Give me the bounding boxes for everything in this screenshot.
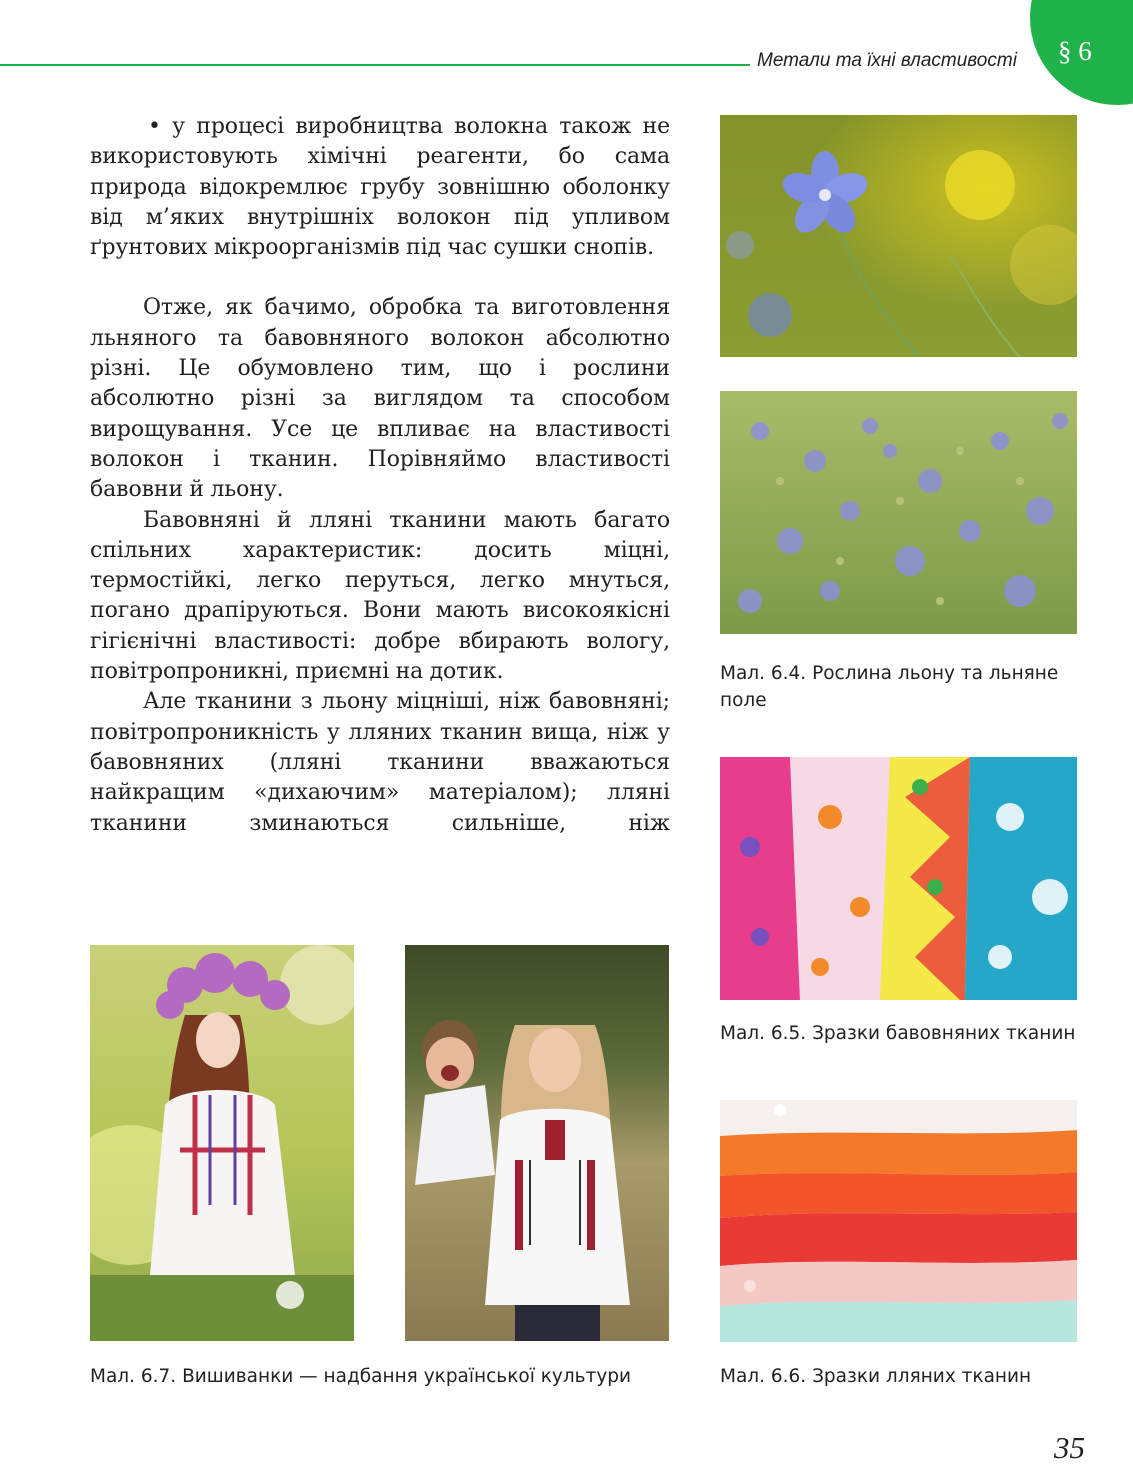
paragraph-bullet: • у процесі виробництва волокна також не використовують хімічні реагенти, бо сама природа відокремлює грубу зовнішню оболонку від м’яких внутрішніх волокон під упливом ґрунтових мікроорганізмів під час сушки снопів. — [90, 114, 670, 261]
caption-fig-6-7: Мал. 6.7. Вишиванки — надбання української культури — [90, 1366, 632, 1387]
children-vyshyvanka-photo — [405, 945, 669, 1341]
page-number: 35 — [1054, 1430, 1085, 1465]
paragraph-comparison-intro: Отже, як бачимо, обробка та виготовлення льняного та бавовняного волокон абсолютно різні. Це обумовлено тим, що і рослини абсолютно різні за виглядом та способом вирощування. Усе це впливає на властивості волокон і тканин. Порівняймо властивості бавовни й льону. — [90, 295, 670, 503]
section-number: § 6 — [1058, 36, 1092, 66]
cotton-fabrics-photo — [720, 757, 1077, 1000]
linen-fabrics-photo — [720, 1100, 1077, 1342]
caption-fig-6-5: Мал. 6.5. Зразки бавовняних тканин — [720, 1023, 1076, 1044]
caption-fig-6-4: Мал. 6.4. Рослина льону та льняне поле — [720, 663, 1059, 711]
girl-vyshyvanka-photo — [90, 945, 354, 1341]
paragraph-common-properties: Бавовняні й лляні тканини мають багато спільних характеристик: досить міцні, термостійкі, легко перуться, легко мнуться, погано драпіруються. Вони мають високоякісні гігієнічні властивості: добре вбирають вологу, повітропроникні, приємні на дотик. — [90, 507, 670, 685]
flax-field-photo — [720, 391, 1077, 634]
caption-fig-6-6: Мал. 6.6. Зразки лляних тканин — [720, 1366, 1032, 1387]
flax-flower-photo — [720, 115, 1077, 357]
paragraph-differences: Але тканини з льону міцніші, ніж бавовняні; повітропроникність у лляних тканин вища, ніж у бавовняних (лляні тканини вважаються найкращим «дихаючим» матеріалом); лляні тканини зминаються сильніше, ніж — [90, 689, 670, 836]
running-header-title: Метали та їхні властивості — [757, 50, 1017, 71]
body-text-column — [90, 112, 670, 839]
header-rule — [0, 64, 750, 66]
